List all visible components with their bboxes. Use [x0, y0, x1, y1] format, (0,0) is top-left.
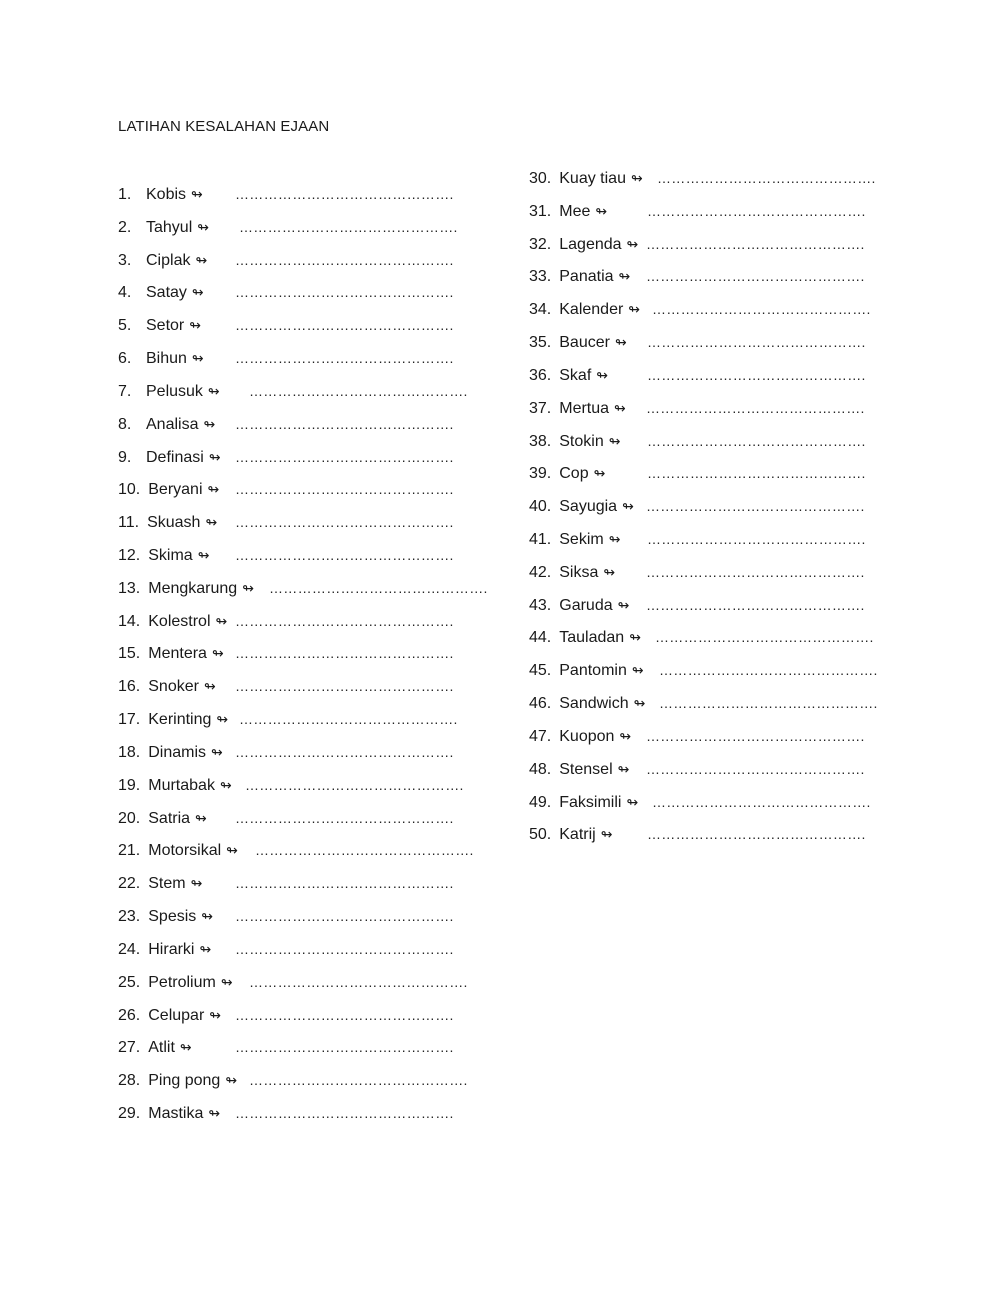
arrow-icon: ↬ [203, 416, 216, 432]
answer-blank[interactable]: ………………………………………. [646, 728, 865, 744]
answer-blank[interactable]: ………………………………………. [646, 597, 865, 613]
answer-blank[interactable]: ………………………………………. [235, 1039, 454, 1055]
arrow-icon: ↬ [195, 252, 208, 268]
item-word: Satay [146, 284, 187, 301]
arrow-icon: ↬ [629, 629, 641, 645]
answer-blank[interactable]: ………………………………………. [235, 514, 454, 530]
answer-blank[interactable]: ………………………………………. [647, 826, 866, 842]
list-item [529, 265, 865, 287]
item-word: Celupar [148, 1007, 205, 1024]
list-item [529, 462, 866, 484]
answer-blank[interactable]: ………………………………………. [646, 400, 865, 416]
item-word: Pelusuk [146, 383, 203, 400]
item-word: Stem [148, 875, 186, 892]
answer-blank[interactable]: ………………………………………. [235, 613, 454, 629]
arrow-icon: ↬ [190, 875, 203, 891]
list-item [118, 774, 464, 796]
list-item [118, 839, 474, 861]
answer-blank[interactable]: ………………………………………. [652, 794, 871, 810]
arrow-icon: ↬ [195, 810, 207, 826]
answer-blank[interactable]: ………………………………………. [647, 531, 866, 547]
answer-blank[interactable]: ………………………………………. [249, 974, 468, 990]
item-number: 40. [529, 498, 552, 515]
list-item [529, 561, 865, 583]
item-word: Setor [146, 317, 185, 334]
list-item [529, 725, 865, 747]
arrow-icon: ↬ [205, 514, 218, 530]
worksheet-title: LATIHAN KESALAHAN EJAAN [118, 118, 330, 135]
list-item [118, 478, 454, 500]
item-number: 7. [118, 383, 132, 400]
item-word: Sandwich [559, 695, 629, 712]
item-number: 45. [529, 662, 552, 679]
list-item [118, 347, 454, 369]
arrow-icon: ↬ [226, 842, 238, 858]
arrow-icon: ↬ [207, 383, 220, 399]
arrow-icon: ↬ [608, 531, 621, 547]
list-item [529, 364, 866, 386]
answer-blank[interactable]: ………………………………………. [647, 367, 866, 383]
item-word: Stokin [559, 433, 604, 450]
arrow-icon: ↬ [201, 908, 214, 924]
item-number: 39. [529, 465, 552, 482]
item-number: 23. [118, 908, 141, 925]
arrow-icon: ↬ [600, 826, 613, 842]
answer-blank[interactable]: ………………………………………. [235, 481, 454, 497]
item-number: 6. [118, 350, 132, 367]
answer-blank[interactable]: ………………………………………. [249, 383, 468, 399]
arrow-icon: ↬ [215, 613, 228, 629]
list-item [529, 823, 866, 845]
answer-blank[interactable]: ………………………………………. [647, 203, 866, 219]
answer-blank[interactable]: ………………………………………. [235, 547, 454, 563]
arrow-icon: ↬ [179, 1039, 192, 1055]
list-item [529, 233, 865, 255]
item-number: 47. [529, 728, 552, 745]
item-number: 15. [118, 645, 141, 662]
list-item [118, 938, 454, 960]
item-word: Murtabak [148, 777, 215, 794]
item-word: Tauladan [559, 629, 625, 646]
arrow-icon: ↬ [622, 498, 634, 514]
item-number: 35. [529, 334, 552, 351]
item-word: Mee [559, 203, 591, 220]
item-number: 38. [529, 433, 552, 450]
item-word: Hirarki [148, 941, 195, 958]
list-item [118, 249, 454, 271]
answer-blank[interactable]: ………………………………………. [235, 645, 454, 661]
list-item [118, 413, 454, 435]
item-word: Snoker [148, 678, 199, 695]
item-word: Sekim [559, 531, 604, 548]
answer-blank[interactable]: ………………………………………. [235, 416, 454, 432]
arrow-icon: ↬ [628, 301, 641, 317]
answer-blank[interactable]: ………………………………………. [657, 170, 876, 186]
list-item [118, 905, 454, 927]
list-item [118, 1069, 468, 1091]
answer-blank[interactable]: ………………………………………. [239, 711, 458, 727]
item-number: 16. [118, 678, 141, 695]
item-number: 25. [118, 974, 141, 991]
item-word: Baucer [559, 334, 610, 351]
item-number: 46. [529, 695, 552, 712]
answer-blank[interactable]: ………………………………………. [235, 186, 454, 202]
item-number: 29. [118, 1105, 141, 1122]
item-word: Spesis [148, 908, 197, 925]
arrow-icon: ↬ [596, 367, 608, 383]
item-word: Motorsikal [148, 842, 222, 859]
item-word: Tahyul [146, 219, 193, 236]
item-number: 22. [118, 875, 141, 892]
list-item [118, 446, 454, 468]
list-item [118, 675, 454, 697]
arrow-icon: ↬ [199, 941, 212, 957]
arrow-icon: ↬ [631, 662, 644, 678]
arrow-icon: ↬ [618, 268, 631, 284]
item-number: 30. [529, 170, 552, 187]
arrow-icon: ↬ [614, 334, 627, 350]
answer-blank[interactable]: ………………………………………. [269, 580, 488, 596]
item-number: 49. [529, 794, 552, 811]
list-item [118, 281, 454, 303]
answer-blank[interactable]: ………………………………………. [249, 1072, 468, 1088]
item-number: 14. [118, 613, 141, 630]
item-word: Katrij [559, 826, 596, 843]
item-word: Definasi [146, 449, 204, 466]
list-item [529, 659, 878, 681]
item-word: Sayugia [559, 498, 618, 515]
item-number: 17. [118, 711, 141, 728]
list-item [118, 642, 454, 664]
item-word: Kalender [559, 301, 624, 318]
answer-blank[interactable]: ………………………………………. [239, 219, 458, 235]
item-number: 18. [118, 744, 141, 761]
item-number: 28. [118, 1072, 141, 1089]
list-item [529, 167, 876, 189]
item-word: Ciplak [146, 252, 191, 269]
list-item [118, 544, 454, 566]
item-word: Mertua [559, 400, 610, 417]
arrow-icon: ↬ [211, 645, 224, 661]
arrow-icon: ↬ [593, 465, 606, 481]
answer-blank[interactable]: ………………………………………. [652, 301, 871, 317]
answer-blank[interactable]: ………………………………………. [235, 908, 454, 924]
list-item [118, 511, 454, 533]
item-number: 2. [118, 219, 132, 236]
item-number: 9. [118, 449, 132, 466]
arrow-icon: ↬ [203, 678, 216, 694]
list-item [529, 430, 866, 452]
list-item [529, 791, 871, 813]
item-word: Satria [148, 810, 191, 827]
item-word: Kerinting [148, 711, 212, 728]
answer-blank[interactable]: ………………………………………. [235, 350, 454, 366]
item-word: Garuda [559, 597, 613, 614]
arrow-icon: ↬ [207, 481, 220, 497]
answer-blank[interactable]: ………………………………………. [235, 449, 454, 465]
answer-blank[interactable]: ………………………………………. [235, 941, 454, 957]
answer-blank[interactable]: ………………………………………. [646, 236, 865, 252]
item-word: Skuash [147, 514, 201, 531]
answer-blank[interactable]: ………………………………………. [235, 678, 454, 694]
arrow-icon: ↬ [614, 400, 626, 416]
item-number: 42. [529, 564, 552, 581]
arrow-icon: ↬ [219, 777, 232, 793]
item-word: Lagenda [559, 236, 622, 253]
item-number: 37. [529, 400, 552, 417]
item-word: Mastika [148, 1105, 204, 1122]
answer-blank[interactable]: ………………………………………. [646, 498, 865, 514]
item-number: 13. [118, 580, 141, 597]
list-item [529, 626, 874, 648]
item-number: 12. [118, 547, 141, 564]
answer-blank[interactable]: ………………………………………. [659, 695, 878, 711]
item-number: 21. [118, 842, 141, 859]
item-number: 32. [529, 236, 552, 253]
list-item [529, 495, 865, 517]
list-item [118, 1102, 454, 1124]
item-word: Skima [148, 547, 193, 564]
item-number: 44. [529, 629, 552, 646]
item-word: Panatia [559, 268, 614, 285]
answer-blank[interactable]: ………………………………………. [235, 317, 454, 333]
arrow-icon: ↬ [619, 728, 632, 744]
arrow-icon: ↬ [208, 1105, 221, 1121]
item-word: Mengkarung [148, 580, 238, 597]
list-item [118, 971, 468, 993]
answer-blank[interactable]: ………………………………………. [255, 842, 474, 858]
list-item [529, 200, 866, 222]
item-word: Dinamis [148, 744, 207, 761]
item-number: 3. [118, 252, 132, 269]
arrow-icon: ↬ [617, 761, 630, 777]
arrow-icon: ↬ [208, 449, 221, 465]
item-number: 4. [118, 284, 132, 301]
item-number: 43. [529, 597, 552, 614]
arrow-icon: ↬ [191, 350, 204, 366]
item-word: Cop [559, 465, 589, 482]
item-number: 27. [118, 1039, 141, 1056]
item-word: Bihun [146, 350, 187, 367]
item-number: 26. [118, 1007, 141, 1024]
answer-blank[interactable]: ………………………………………. [235, 252, 454, 268]
arrow-icon: ↬ [595, 203, 608, 219]
answer-blank[interactable]: ………………………………………. [245, 777, 464, 793]
list-item [529, 528, 866, 550]
arrow-icon: ↬ [626, 794, 639, 810]
item-word: Kuay tiau [559, 170, 626, 187]
arrow-icon: ↬ [626, 236, 639, 252]
answer-blank[interactable]: ………………………………………. [647, 334, 866, 350]
item-number: 1. [118, 186, 132, 203]
item-word: Skaf [559, 367, 592, 384]
list-item [118, 807, 454, 829]
item-number: 33. [529, 268, 552, 285]
item-word: Faksimili [559, 794, 622, 811]
item-number: 48. [529, 761, 552, 778]
answer-blank[interactable]: ………………………………………. [235, 1007, 454, 1023]
item-word: Ping pong [148, 1072, 221, 1089]
list-item [118, 314, 454, 336]
arrow-icon: ↬ [617, 597, 630, 613]
arrow-icon: ↬ [216, 711, 229, 727]
list-item [118, 741, 454, 763]
arrow-icon: ↬ [211, 744, 223, 760]
list-item [529, 298, 871, 320]
list-item [118, 872, 454, 894]
item-number: 5. [118, 317, 132, 334]
item-number: 41. [529, 531, 552, 548]
item-word: Kobis [146, 186, 187, 203]
item-number: 34. [529, 301, 552, 318]
list-item [118, 610, 454, 632]
list-item [118, 183, 454, 205]
list-item [118, 380, 468, 402]
item-word: Pantomin [559, 662, 627, 679]
item-number: 50. [529, 826, 552, 843]
arrow-icon: ↬ [630, 170, 643, 186]
arrow-icon: ↬ [220, 974, 233, 990]
list-item [529, 397, 865, 419]
arrow-icon: ↬ [197, 547, 210, 563]
item-word: Petrolium [148, 974, 216, 991]
list-item [118, 216, 458, 238]
item-word: Kolestrol [148, 613, 211, 630]
arrow-icon: ↬ [225, 1072, 238, 1088]
answer-blank[interactable]: ………………………………………. [659, 662, 878, 678]
answer-blank[interactable]: ………………………………………. [235, 875, 454, 891]
answer-blank[interactable]: ………………………………………. [646, 564, 865, 580]
item-word: Siksa [559, 564, 599, 581]
list-item [118, 708, 458, 730]
answer-blank[interactable]: ………………………………………. [646, 761, 865, 777]
list-item [118, 1004, 454, 1026]
answer-blank[interactable]: ………………………………………. [647, 465, 866, 481]
answer-blank[interactable]: ………………………………………. [235, 1105, 454, 1121]
arrow-icon: ↬ [197, 219, 209, 235]
item-word: Beryani [148, 481, 203, 498]
list-item [118, 1036, 454, 1058]
arrow-icon: ↬ [633, 695, 646, 711]
item-number: 11. [118, 514, 140, 531]
item-word: Mentera [148, 645, 207, 662]
list-item [529, 692, 878, 714]
arrow-icon: ↬ [191, 284, 204, 300]
arrow-icon: ↬ [603, 564, 616, 580]
arrow-icon: ↬ [209, 1007, 222, 1023]
item-word: Stensel [559, 761, 613, 778]
item-word: Atlit [148, 1039, 175, 1056]
answer-blank[interactable]: ………………………………………. [235, 810, 454, 826]
arrow-icon: ↬ [191, 186, 203, 202]
list-item [529, 758, 865, 780]
answer-blank[interactable]: ………………………………………. [646, 268, 865, 284]
arrow-icon: ↬ [242, 580, 254, 596]
item-word: Analisa [146, 416, 199, 433]
item-number: 20. [118, 810, 141, 827]
answer-blank[interactable]: ………………………………………. [235, 284, 454, 300]
item-number: 31. [529, 203, 552, 220]
list-item [529, 594, 865, 616]
list-item [529, 331, 866, 353]
answer-blank[interactable]: ………………………………………. [235, 744, 454, 760]
answer-blank[interactable]: ………………………………………. [655, 629, 874, 645]
item-number: 8. [118, 416, 132, 433]
list-item [118, 577, 488, 599]
item-number: 36. [529, 367, 552, 384]
item-number: 19. [118, 777, 141, 794]
item-word: Kuopon [559, 728, 615, 745]
answer-blank[interactable]: ………………………………………. [647, 433, 866, 449]
arrow-icon: ↬ [608, 433, 621, 449]
item-number: 10. [118, 481, 141, 498]
item-number: 24. [118, 941, 141, 958]
arrow-icon: ↬ [189, 317, 201, 333]
